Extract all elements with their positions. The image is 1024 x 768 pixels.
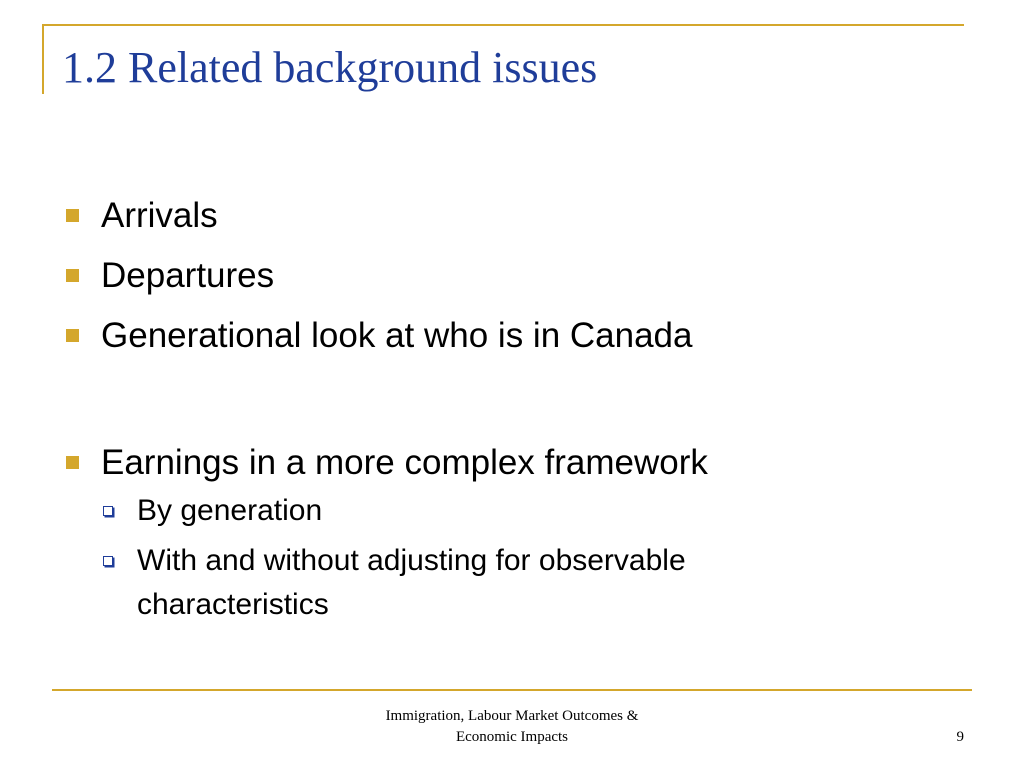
subbullet-text: With and without adjusting for observable characteristics <box>137 544 686 621</box>
filled-square-bullet-icon <box>66 329 79 342</box>
bullet-list <box>60 186 960 633</box>
subbullet-text: By generation <box>137 494 323 527</box>
bullet-text: Arrivals <box>101 196 218 235</box>
bullet-spacer <box>60 366 960 433</box>
subbullet-list <box>101 489 960 627</box>
bullet-text: Generational look at who is in Canada <box>101 316 693 355</box>
title-rule-left <box>42 24 44 94</box>
subbullet-item <box>101 489 857 533</box>
filled-square-bullet-icon <box>66 209 79 222</box>
filled-square-bullet-icon <box>66 269 79 282</box>
bullet-item <box>60 246 960 306</box>
bullet-item <box>60 433 960 627</box>
footer-rule <box>52 689 972 691</box>
slide-title: 1.2 Related background issues <box>62 43 598 92</box>
hollow-square-bullet-icon <box>103 506 113 516</box>
footer-line-2: Economic Impacts <box>455 729 569 745</box>
bullet-text: Departures <box>101 256 275 295</box>
bullet-text: Earnings in a more complex framework <box>101 443 708 482</box>
subbullet-item <box>101 539 857 627</box>
footer-caption <box>312 706 712 748</box>
bullet-item <box>60 186 960 246</box>
filled-square-bullet-icon <box>66 456 79 469</box>
page-number: 9 <box>956 729 964 745</box>
hollow-square-bullet-icon <box>103 556 113 566</box>
bullet-item <box>60 306 960 366</box>
title-rule-top <box>42 24 964 26</box>
footer-line-1: Immigration, Labour Market Outcomes & <box>385 708 639 724</box>
